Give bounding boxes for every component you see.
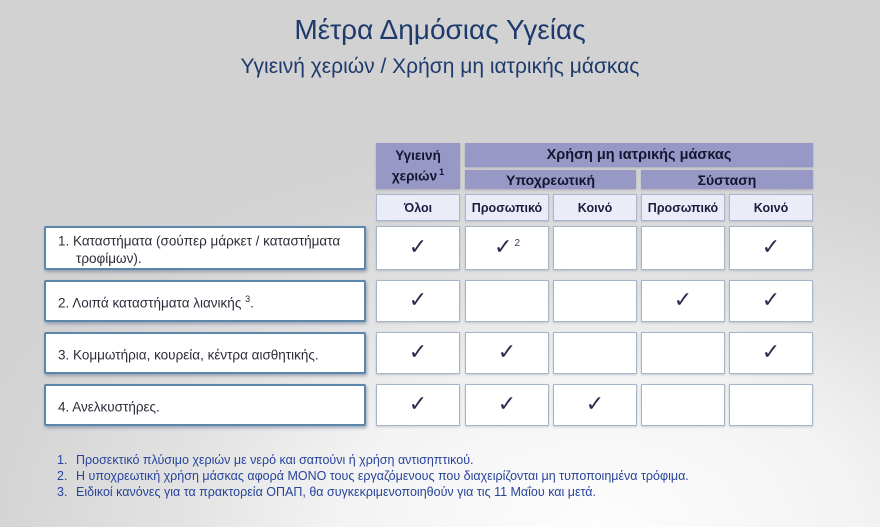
row-label-elevators [44, 384, 366, 426]
subheader-all: Όλοι [376, 194, 460, 221]
check-cell [729, 280, 813, 322]
row-label-hairdressers [44, 332, 366, 374]
subheader-public-recommendation: Κοινό [729, 194, 813, 221]
footnote-number: 3. [57, 485, 68, 499]
footnote-ref-2: 2 [514, 237, 520, 249]
page-title: Μέτρα Δημόσιας Υγείας [294, 14, 586, 45]
check-icon: ✓ [761, 340, 781, 365]
row-label-text: 3. Κομμωτήρια, κουρεία, κέντρα αισθητικής. [58, 347, 319, 363]
footnote-3 [57, 484, 817, 500]
row-label-shops-food [44, 226, 366, 270]
check-cell [641, 226, 725, 270]
header-recommendation: Σύσταση [641, 170, 813, 189]
check-cell [553, 332, 637, 374]
footnote-number: 1. [57, 453, 68, 467]
check-icon: ✓ [408, 288, 428, 313]
header-hand-hygiene-label: Υγιεινή χεριών $^1$ [391, 147, 445, 184]
check-cell [465, 226, 549, 270]
footnote-text: Ειδικοί κανόνες για τα πρακτορεία ΟΠΑΠ, θα συγκεκριμενοποιηθούν για τις 11 Μαΐου και μετά. [76, 485, 597, 499]
subheader-public-mandatory: Κοινό [553, 194, 637, 221]
header-mandatory: Υποχρεωτική [465, 170, 636, 189]
row-label-text: 2. Λοιπά καταστήματα λιανικής $^3$. [58, 293, 254, 311]
check-cell [376, 384, 460, 426]
check-cell [553, 226, 637, 270]
check-icon: ✓ [408, 235, 428, 260]
check-icon: ✓ [761, 235, 781, 260]
check-cell [376, 280, 460, 322]
check-cell [553, 384, 637, 426]
check-icon: ✓ [497, 392, 517, 417]
footnote-2 [57, 468, 817, 484]
footnote-text: Η υποχρεωτική χρήση μάσκας αφορά ΜΟΝΟ τους εργαζόμενους που διαχειρίζονται μη τυποποιημένα τρόφιμα. [76, 469, 689, 483]
check-cell [729, 384, 813, 426]
check-cell [641, 280, 725, 322]
check-cell [729, 332, 813, 374]
header-mask-use: Χρήση μη ιατρικής μάσκας [465, 143, 813, 167]
check-cell [376, 332, 460, 374]
check-icon: ✓ [585, 392, 605, 417]
check-icon: ✓ [673, 288, 693, 313]
header-hand-hygiene [376, 143, 460, 189]
check-cell [376, 226, 460, 270]
row-label-text: 4. Ανελκυστήρες. [58, 399, 160, 415]
check-cell [553, 280, 637, 322]
check-icon: ✓ [408, 340, 428, 365]
footnote-ref-3: 3 [245, 293, 251, 304]
check-cell [641, 384, 725, 426]
subheader-staff-recommendation: Προσωπικό [641, 194, 725, 221]
footnote-text: Προσεκτικό πλύσιμο χεριών με νερό και σαπούνι ή χρήση αντισηπτικού. [76, 453, 474, 467]
footnote-ref-1: 1 [439, 166, 445, 177]
page-subtitle: Υγιεινή χεριών / Χρήση μη ιατρικής μάσκας [240, 55, 640, 78]
check-cell [465, 332, 549, 374]
check-icon: ✓ [497, 340, 517, 365]
row-label-other-retail [44, 280, 366, 322]
check-cell [729, 226, 813, 270]
check-icon: ✓ [408, 392, 428, 417]
subheader-staff-mandatory: Προσωπικό [465, 194, 549, 221]
footnote-number: 2. [57, 469, 68, 483]
row-label-text: 1. Καταστήματα (σούπερ μάρκετ / καταστήματα τροφίμων). [58, 233, 341, 266]
check-cell [465, 280, 549, 322]
footnotes [57, 452, 817, 500]
check-icon: ✓ [494, 235, 513, 260]
check-icon: ✓ [761, 288, 781, 313]
check-cell [641, 332, 725, 374]
check-cell [465, 384, 549, 426]
footnote-1 [57, 452, 817, 468]
